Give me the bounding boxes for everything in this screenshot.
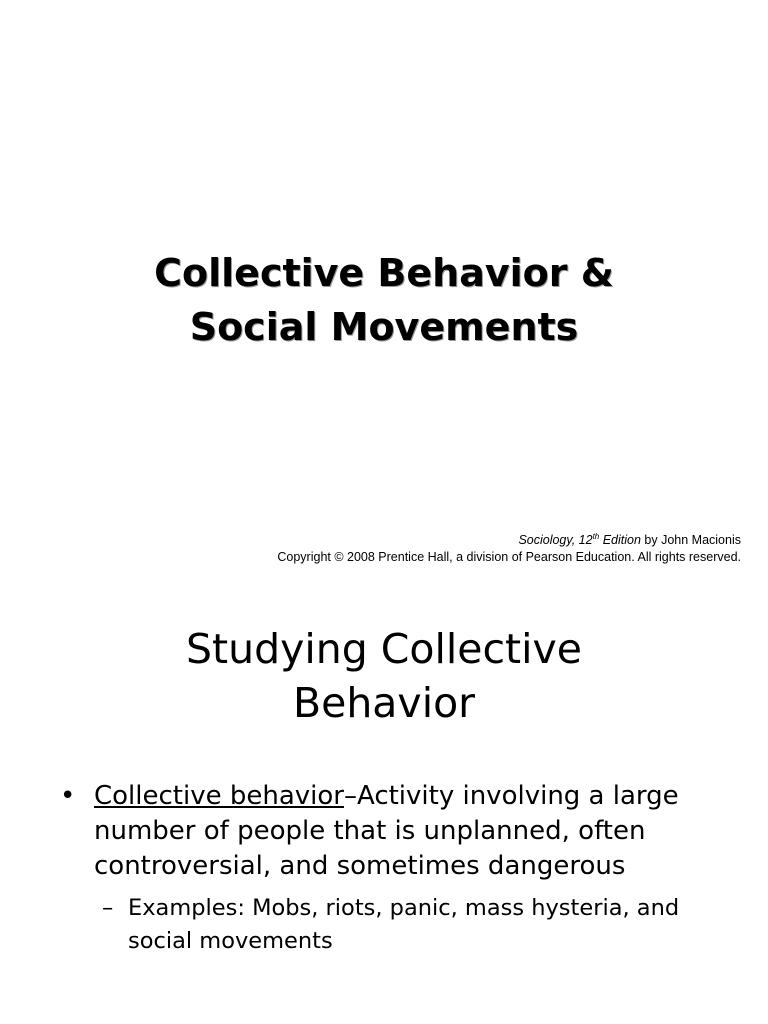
- textbook-citation: [277, 532, 741, 566]
- term-definition: –Activity involving a large number of people that is unplanned, often controversial, and sometimes dangerous: [94, 781, 679, 881]
- defined-term: Collective behavior: [94, 781, 344, 811]
- edition-superscript: th: [592, 531, 600, 541]
- slide-title-line-1: Collective Behavior &: [154, 251, 614, 295]
- slide-title-line-2: Social Movements: [189, 305, 579, 349]
- bullet-marker: •: [60, 781, 76, 811]
- bullet-list: [60, 779, 750, 958]
- citation-book-line: [277, 532, 741, 549]
- citation-book-title: Sociology, 12th Edition: [518, 531, 641, 547]
- citation-author: by John Macionis: [640, 533, 741, 547]
- examples-text: Examples: Mobs, riots, panic, mass hysteria, and social movements: [128, 895, 680, 954]
- slide-title-studying-collective-behavior: [0, 622, 768, 730]
- sub-bullet-item-examples: [60, 892, 750, 958]
- slide-title-collective-behavior: [0, 246, 768, 354]
- sub-bullet-marker: –: [102, 895, 114, 921]
- slide2-title-line-1: Studying Collective: [185, 625, 583, 673]
- slide2-title-line-2: Behavior: [292, 679, 476, 727]
- copyright-notice: Copyright © 2008 Prentice Hall, a division of Pearson Education. All rights reserved.: [277, 550, 741, 564]
- bullet-item-collective-behavior: [60, 779, 750, 884]
